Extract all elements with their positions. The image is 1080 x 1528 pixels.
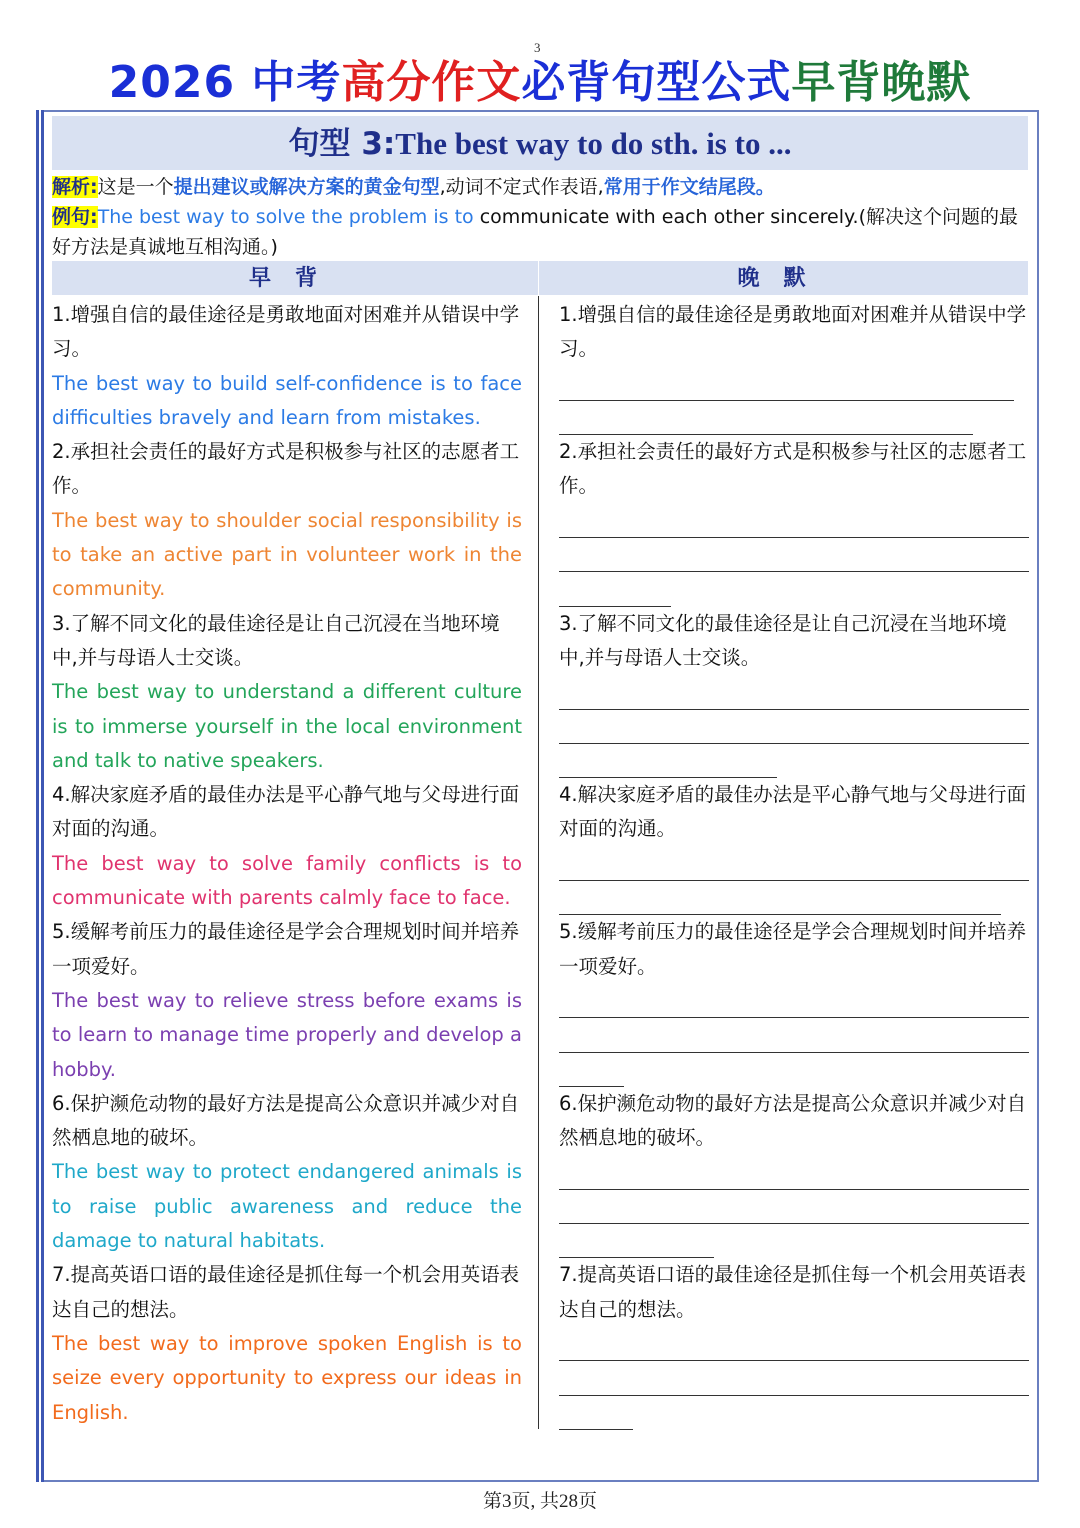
item-chinese: 2.承担社会责任的最好方式是积极参与社区的志愿者工作。: [52, 440, 520, 498]
frame-accent-bar: [36, 110, 44, 1482]
recite-item: [52, 915, 522, 1086]
analysis-block: [52, 172, 1032, 262]
pattern-label: 句型 3:: [288, 126, 396, 162]
example-chinese: (解决这个问题的最好方法是真诚地互相沟通。): [52, 206, 1018, 258]
recite-item: [52, 1087, 522, 1258]
analysis-highlight: 提出建议或解决方案的黄金句型: [173, 176, 440, 198]
dictate-item: [559, 778, 1029, 915]
item-chinese: 2.承担社会责任的最好方式是积极参与社区的志愿者工作。: [559, 440, 1027, 498]
title-segment: 2026 中考: [108, 57, 342, 108]
example-label: 例句:: [52, 206, 98, 228]
dictate-item: [559, 1258, 1029, 1429]
main-title: [0, 46, 1080, 110]
writing-line[interactable]: [559, 984, 1029, 1018]
analysis-highlight: 常用于作文结尾段。: [603, 176, 775, 198]
writing-line[interactable]: [559, 538, 1029, 572]
writing-line[interactable]: [559, 744, 777, 778]
dictate-item: [559, 607, 1029, 778]
writing-line[interactable]: [559, 1396, 633, 1430]
item-chinese: 3.了解不同文化的最佳途径是让自己沉浸在当地环境中,并与母语人士交谈。: [52, 611, 500, 669]
item-chinese: 7.提高英语口语的最佳途径是抓住每一个机会用英语表达自己的想法。: [52, 1263, 520, 1321]
recite-item: [52, 435, 522, 606]
column-divider: [538, 296, 539, 1429]
dictate-item: [559, 298, 1029, 435]
writing-line[interactable]: [559, 504, 1029, 538]
recite-item: [52, 1258, 522, 1429]
writing-line[interactable]: [559, 1018, 1029, 1052]
column-header-dictate: 晚默: [539, 261, 1028, 295]
item-chinese: 6.保护濒危动物的最好方法是提高公众意识并减少对自然栖息地的破坏。: [52, 1091, 520, 1150]
page-marker: 3: [534, 40, 541, 55]
item-english: The best way to build self-confidence is to face difficulties bravely and learn from mistakes.: [52, 371, 522, 429]
page-footer: 第3页, 共28页: [482, 1491, 597, 1512]
writing-line[interactable]: [559, 1155, 1029, 1189]
dictate-item: [559, 435, 1029, 606]
writing-line[interactable]: [559, 401, 973, 435]
item-english: The best way to solve family conflicts is to communicate with parents calmly face to face.: [52, 851, 522, 910]
item-english: The best way to improve spoken English is to seize every opportunity to express our ideas in English.: [52, 1331, 522, 1424]
analysis-label: 解析:: [52, 176, 98, 198]
writing-line[interactable]: [559, 1361, 1029, 1395]
example-line: [52, 202, 1032, 262]
dictate-item: [559, 1087, 1029, 1258]
writing-line[interactable]: [559, 1224, 714, 1258]
writing-line[interactable]: [559, 881, 1001, 915]
recite-column: [52, 298, 522, 1430]
title-segment: 早背晚默: [791, 57, 972, 108]
item-chinese: 7.提高英语口语的最佳途径是抓住每一个机会用英语表达自己的想法。: [559, 1263, 1027, 1321]
writing-line[interactable]: [559, 572, 671, 606]
item-chinese: 5.缓解考前压力的最佳途径是学会合理规划时间并培养一项爱好。: [559, 920, 1027, 978]
dictate-column: [559, 298, 1029, 1430]
pattern-header: [52, 116, 1028, 170]
item-chinese: 1.增强自信的最佳途径是勇敢地面对困难并从错误中学习。: [52, 303, 520, 361]
dictate-item: [559, 915, 1029, 1086]
item-english: The best way to shoulder social responsibility is to take an active part in volunteer work in the community.: [52, 508, 522, 601]
item-chinese: 1.增强自信的最佳途径是勇敢地面对困难并从错误中学习。: [559, 303, 1027, 361]
analysis-line: [52, 172, 1032, 202]
title-segment: 必背句型公式: [521, 57, 792, 108]
example-english-colored: The best way to solve the problem is to: [97, 206, 474, 228]
recite-item: [52, 298, 522, 435]
item-chinese: 5.缓解考前压力的最佳途径是学会合理规划时间并培养一项爱好。: [52, 920, 520, 978]
writing-line[interactable]: [559, 710, 1029, 744]
analysis-text: ,动词不定式作表语,: [439, 176, 604, 198]
writing-line[interactable]: [559, 675, 1029, 709]
writing-line[interactable]: [559, 367, 1014, 401]
writing-line[interactable]: [559, 847, 1029, 881]
item-chinese: 4.解决家庭矛盾的最佳办法是平心静气地与父母进行面对面的沟通。: [559, 783, 1027, 841]
item-chinese: 4.解决家庭矛盾的最佳办法是平心静气地与父母进行面对面的沟通。: [52, 783, 520, 841]
item-english: The best way to understand a different culture is to immerse yourself in the local environment and talk to native speakers.: [52, 680, 522, 772]
item-english: The best way to relieve stress before exams is to learn to manage time properly and develop a hobby.: [52, 988, 522, 1081]
writing-line[interactable]: [559, 1327, 1029, 1361]
writing-line[interactable]: [559, 1053, 624, 1087]
title-segment: 高分作文: [341, 57, 522, 108]
example-english: communicate with each other sincerely.: [473, 206, 859, 228]
writing-line[interactable]: [559, 1190, 1029, 1224]
pattern-formula: The best way to do sth. is to ...: [395, 126, 792, 161]
item-chinese: 3.了解不同文化的最佳途径是让自己沉浸在当地环境中,并与母语人士交谈。: [559, 611, 1007, 669]
column-header-recite: 早背: [52, 261, 538, 295]
item-chinese: 6.保护濒危动物的最好方法是提高公众意识并减少对自然栖息地的破坏。: [559, 1091, 1027, 1150]
analysis-text: 这是一个: [97, 176, 174, 198]
recite-item: [52, 778, 522, 915]
recite-item: [52, 607, 522, 778]
item-english: The best way to protect endangered animals is to raise public awareness and reduce the damage to natural habitats.: [52, 1160, 522, 1253]
